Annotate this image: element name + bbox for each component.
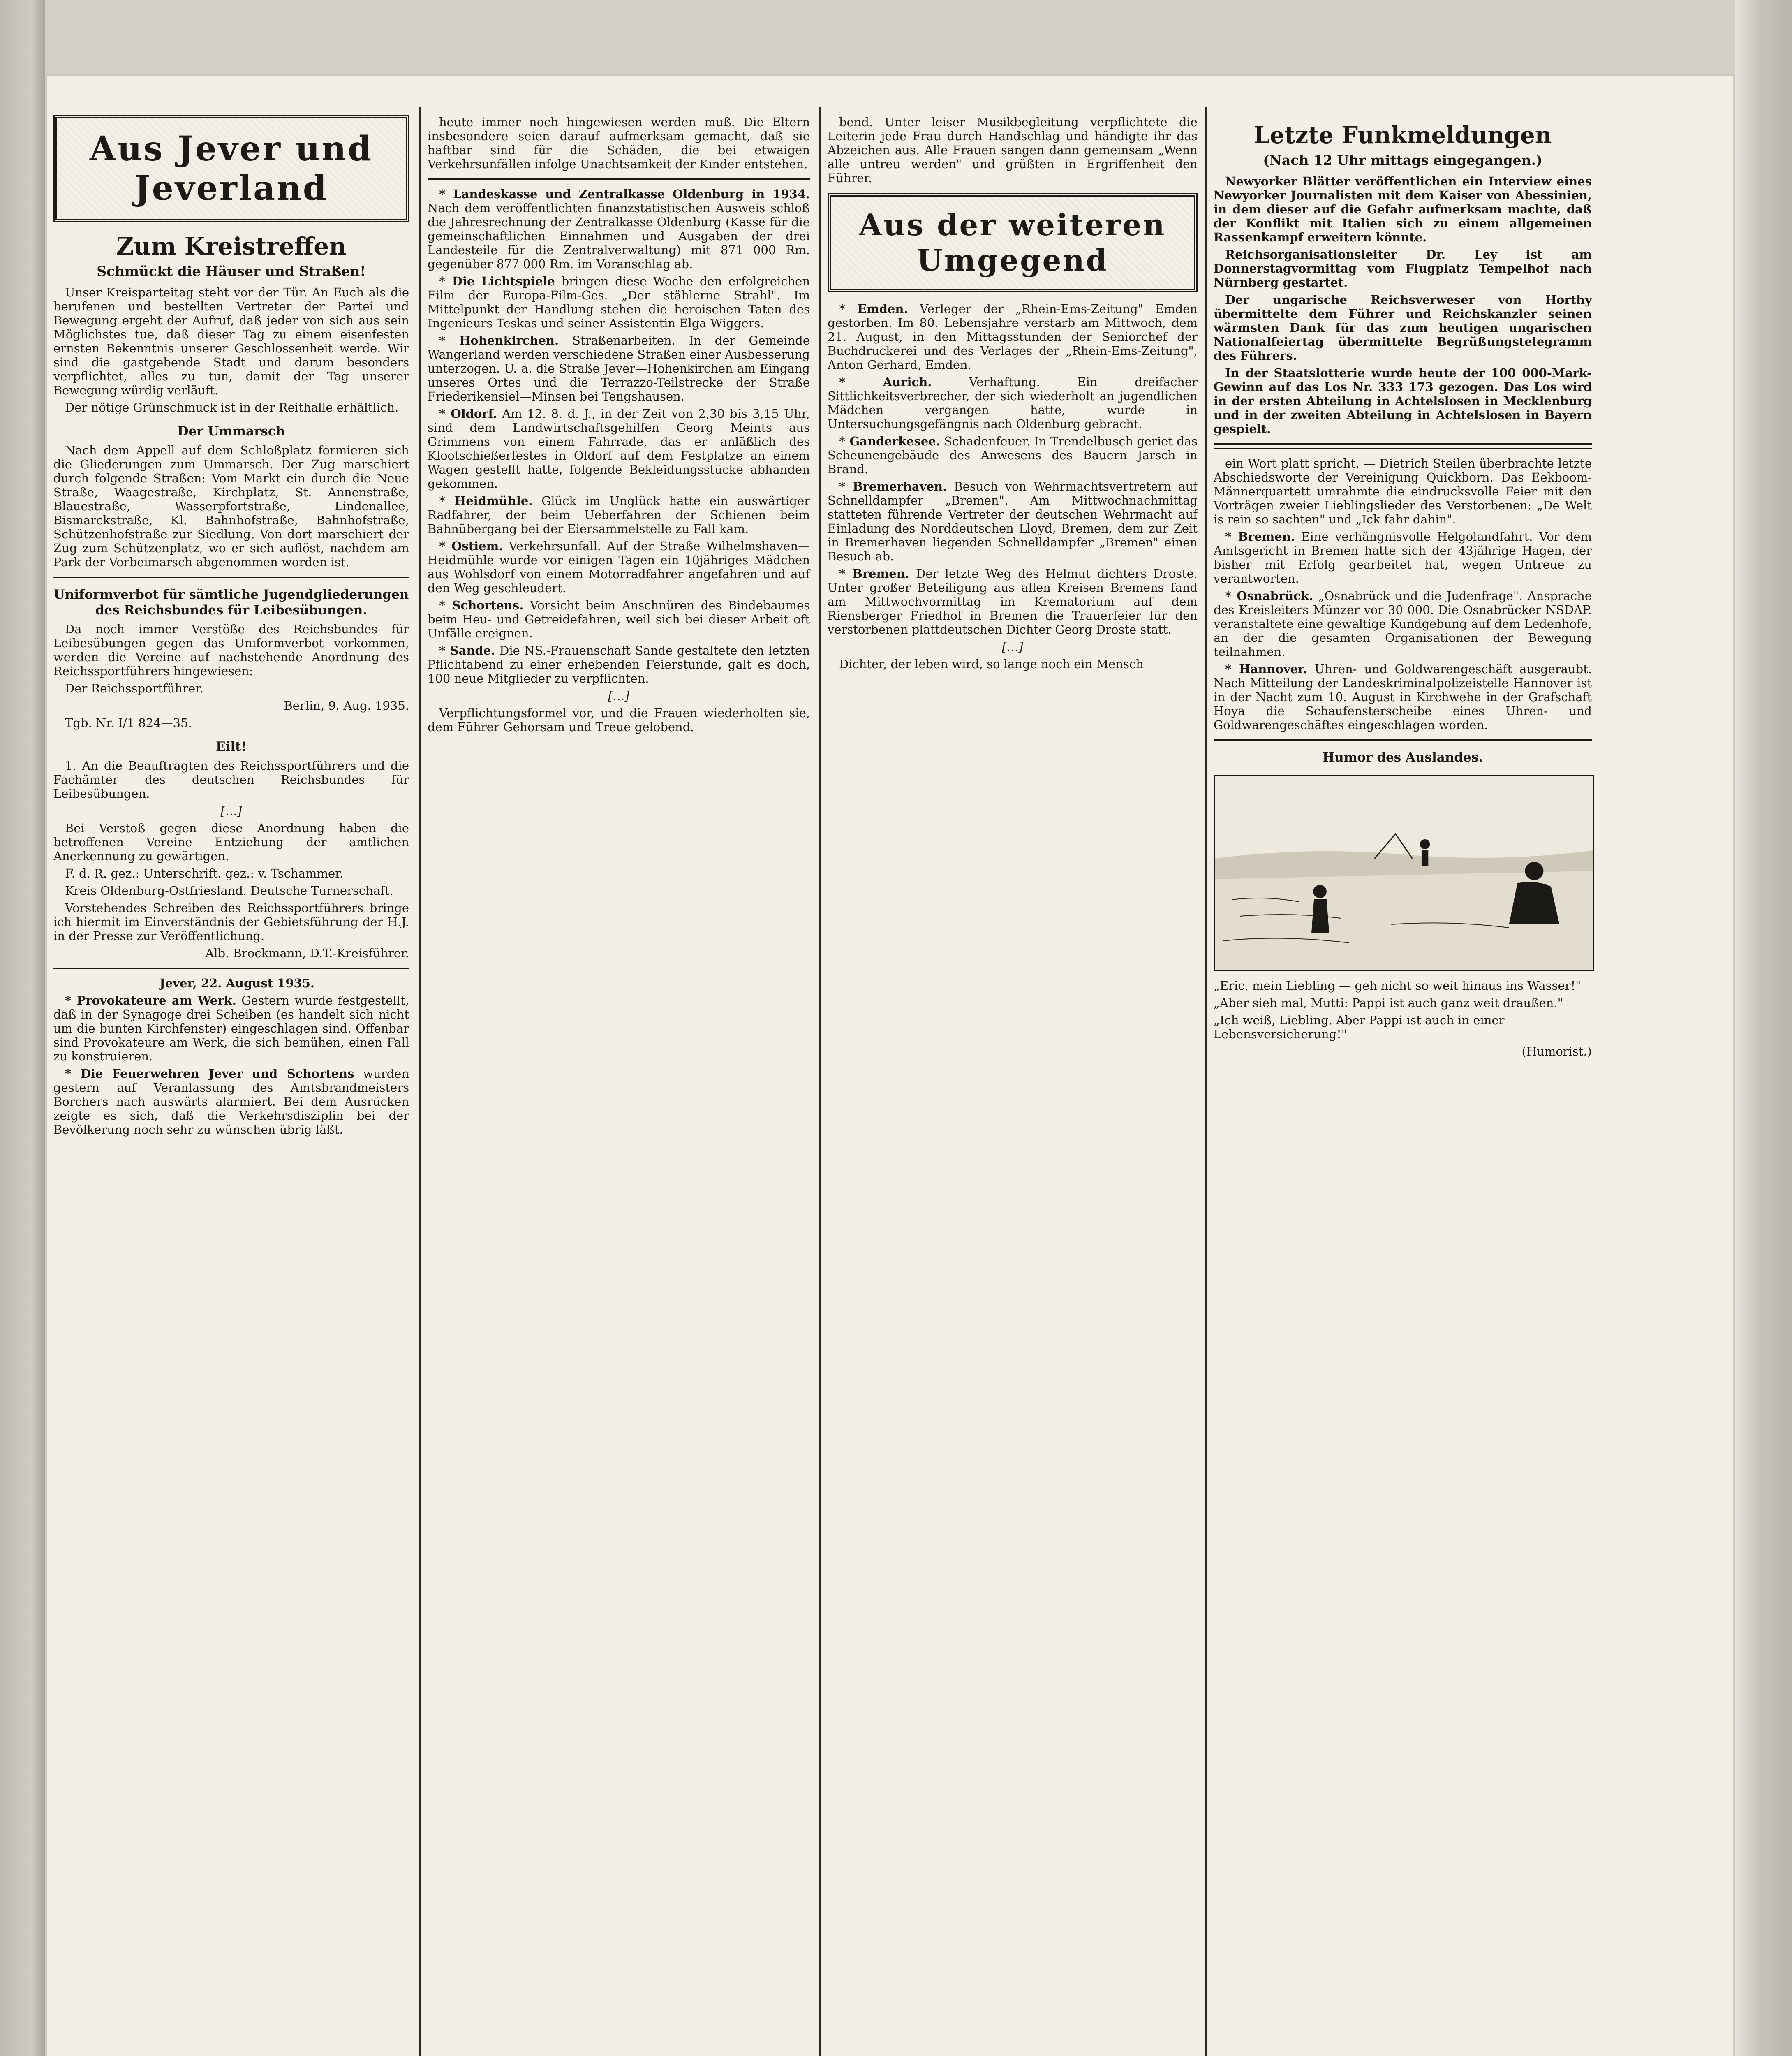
article-title: Uniformverbot für sämtliche Jugendgliederungen des Reichsbundes für Leibesübungen.	[53, 587, 409, 618]
reference-number: Tgb. Nr. I/1 824—35.	[65, 716, 192, 730]
divider	[1214, 443, 1592, 449]
cartoon-credit: (Humorist.)	[1521, 1044, 1592, 1058]
cartoon-caption: „Ich weiß, Liebling. Aber Pappi ist auch in einer Lebensversicherung!"	[1214, 1013, 1505, 1041]
item-body: Verhaftung. Ein dreifacher Sittlichkeitsverbrecher, der sich wiederholt an jugendlichen Mädchen vergangen hatte, wurde in Untersuchungsgefängnis nach Oldenburg gebracht.	[828, 375, 1198, 431]
item-lead: * Emden.	[839, 302, 908, 316]
dateline: Berlin, 9. Aug. 1935.	[284, 699, 409, 713]
item-body: Am 12. 8. d. J., in der Zeit von 2,30 bis 3,15 Uhr, sind dem Landwirtschaftsgehilfen Georg Meints aus Grimmens von einem Fahrrade, das er anläßlich des Klootschießerfestes in Oldorf auf dem Festplatze an einem Wagen gestellt hatte, folgende Bekleidungsstücke abhanden gekommen.	[428, 407, 810, 491]
item-lead: * Bremen.	[1225, 530, 1295, 544]
cartoon-caption: „Eric, mein Liebling — geh nicht so weit hinaus ins Wasser!"	[1214, 979, 1581, 993]
item-lead: * Die Feuerwehren Jever und Schortens	[65, 1067, 354, 1081]
page-fold-shadow	[1735, 0, 1792, 2056]
item-body: Verkehrsunfall. Auf der Straße Wilhelmshaven—Heidmühle wurde vor einigen Tagen ein 10jähriges Mädchen aus Wohlsdorf von einem Motorradfahrer angefahren und auf den Weg geschleudert.	[428, 539, 810, 595]
item-lead: * Ostiem.	[439, 539, 503, 553]
previous-page-edge	[0, 0, 45, 2056]
divider	[53, 968, 409, 969]
item-lead: * Hannover.	[1225, 662, 1307, 676]
item-lead: * Bremerhaven.	[839, 479, 947, 493]
sender-line: Der Reichssportführer.	[65, 681, 203, 695]
urgent-label: Eilt!	[215, 739, 247, 754]
article-body: Bei Verstoß gegen diese Anordnung haben die betroffenen Vereine Entziehung der amtlichen Anerkennung zu gewärtigen.	[53, 821, 409, 863]
item-lead: * Aurich.	[839, 375, 932, 389]
article-body: ein Wort platt spricht. — Dietrich Steilen überbrachte letzte Abschiedsworte der Vereinigung Quickborn. Das Eekboom-Männerquartett umrahmte die eindrucksvolle Feier mit den Vorträgen zweier Lieblingslieder des Verstorbenen: „De Welt is rein so sachten" und „Ick fahr dahin".	[1214, 456, 1592, 526]
news-flash: Der ungarische Reichsverweser von Horthy übermittelte dem Führer und Reichskanzler seinen wärmsten Dank für das zum heutigen ungarischen Nationalfeiertag übermittelte Begrüßungstelegramm des Führers.	[1214, 293, 1592, 363]
signature-line: Alb. Brockmann, D.T.-Kreisführer.	[205, 946, 409, 960]
beach-cartoon-illustration	[1214, 775, 1594, 971]
item-lead: * Sande.	[439, 644, 495, 658]
column-rule	[1205, 107, 1207, 2056]
item-lead: * Oldorf.	[439, 407, 497, 421]
article-body: 1. An die Beauftragten des Reichssportführers und die Fachämter des deutschen Reichsbundes für Leibesübungen.	[53, 759, 409, 801]
item-lead: * Schortens.	[439, 598, 524, 612]
item-lead: * Hohenkirchen.	[439, 333, 559, 347]
article-body: Vorstehendes Schreiben des Reichssportführers bringe ich hiermit im Einverständnis der Gebietsführung der H.J. in der Presse zur Veröffentlichung.	[53, 901, 409, 943]
section-heading-umgegend: Aus der weiteren Umgegend	[828, 193, 1198, 292]
section-heading-funkmeldungen: Letzte Funkmeldungen	[1253, 122, 1552, 149]
omission-marker: […]	[1002, 640, 1023, 654]
item-lead: * Landeskasse und Zentralkasse Oldenburg in 1934.	[439, 187, 810, 201]
item-body: Nach dem veröffentlichten finanzstatistischen Ausweis schloß die Jahresrechnung der Zentralkasse Oldenburg (Kasse für die gemeinschaftlichen Einnahmen und Ausgaben der drei Landesteile für die Zentralverwaltung) mit 871 000 Rm. gegenüber 877 000 Rm. im Voranschlag ab.	[428, 201, 810, 271]
article-body: Da noch immer Verstöße des Reichsbundes für Leibesübungen gegen das Uniformverbot vorkommen, werden die Vereine auf nachstehende Anordnung des Reichssportführers hingewiesen:	[53, 622, 409, 678]
item-body: Glück im Unglück hatte ein auswärtiger Radfahrer, der beim Ueberfahren der Schienen beim Bahnübergang bei der Eiersammelstelle zu Fall kam.	[428, 494, 810, 536]
item-lead: * Ganderkesee.	[839, 434, 940, 448]
item-body: „Osnabrück und die Judenfrage". Ansprache des Kreisleiters Münzer vor 30 000. Die Osnabrücker NSDAP. veranstaltete eine gewaltige Kundgebung auf dem Ledenhofe, an der die gesamten Organisationen der Bewegung teilnahmen.	[1214, 589, 1592, 659]
section-heading-jever: Aus Jever und Jeverland	[53, 115, 409, 222]
cartoon-caption: „Aber sieh mal, Mutti: Pappi ist auch ganz weit draußen."	[1214, 996, 1563, 1010]
cartoon-title: Humor des Auslandes.	[1322, 750, 1483, 765]
item-body: Besuch von Wehrmachtsvertretern auf Schnelldampfer „Bremen". Am Mittwochnachmittag statteten führende Vertreter der deutschen Wehrmacht auf Einladung des Norddeutschen Lloyd, Bremen, dem zur Zeit in Bremerhaven liegenden Schnelldampfer „Bremen" einen Besuch ab.	[828, 479, 1198, 563]
news-flash: In der Staatslotterie wurde heute der 100 000-Mark-Gewinn auf das Los Nr. 333 173 gezogen. Das Los wird in der ersten Abteilung in Achtelslosen in Mecklenburg und in der zweiten Abteilung in Achtelslosen in Bayern gespielt.	[1214, 366, 1592, 436]
column-3	[828, 115, 1198, 674]
column-2	[428, 115, 810, 737]
item-lead: * Bremen.	[839, 567, 909, 581]
item-body: Uhren- und Goldwarengeschäft ausgeraubt. Nach Mitteilung der Landeskriminalpolizeistelle Hannover ist in der Nacht zum 10. August in Kirchwehe in der Grafschaft Hoya die Schaufensterscheibe eines Uhren- und Goldwarengeschäftes eingeschlagen worden.	[1214, 662, 1592, 732]
column-1	[53, 115, 409, 1140]
column-4	[1214, 115, 1592, 1062]
item-lead: * Heidmühle.	[439, 494, 533, 508]
article-body: Der nötige Grünschmuck ist in der Reithalle erhältlich.	[65, 401, 399, 414]
section-subheading: (Nach 12 Uhr mittags eingegangen.)	[1263, 152, 1542, 168]
divider	[53, 577, 409, 578]
article-body: bend. Unter leiser Musikbegleitung verpflichtete die Leiterin jede Frau durch Handschlag und händigte ihr das Abzeichen aus. Alle Frauen sangen dann gemeinsam „Wenn alle untreu werden" und grüßten in Ergriffenheit den Führer.	[828, 115, 1198, 185]
column-rule	[819, 107, 821, 2056]
item-body: Schadenfeuer. In Trendelbusch geriet das Scheunengebäude des Anwesens des Bauern Jarsch in Brand.	[828, 434, 1198, 476]
item-body: bringen diese Woche den erfolgreichen Film der Europa-Film-Ges. „Der stählerne Strahl". Im Mittelpunkt der Handlung stehen die heroischen Taten des Ingenieurs Teskas und seiner Assistentin Elga Wiggers.	[428, 274, 810, 330]
signature-line: F. d. R. gez.: Unterschrift. gez.: v. Tschammer.	[65, 866, 344, 880]
item-lead: * Provokateure am Werk.	[65, 993, 236, 1007]
district-line: Kreis Oldenburg-Ostfriesland. Deutsche Turnerschaft.	[65, 884, 393, 898]
item-body: Eine verhängnisvolle Helgolandfahrt. Vor dem Amtsgericht in Bremen hatte sich der 43jährige Hagen, der bisher mit Erfolg gearbeitet hat, wegen Untreue zu verantworten.	[1214, 530, 1592, 586]
article-body: Verpflichtungsformel vor, und die Frauen wiederholten sie, dem Führer Gehorsam und Treue gelobend.	[428, 706, 810, 734]
item-lead: * Die Lichtspiele	[439, 274, 555, 288]
divider	[1214, 739, 1592, 741]
item-body: Die NS.-Frauenschaft Sande gestaltete den letzten Pflichtabend zu einer erhebenden Feierstunde, galt es doch, 100 neue Mitglieder zu verpflichten.	[428, 644, 810, 685]
article-title: Der Ummarsch	[177, 424, 285, 439]
article-subtitle: Schmückt die Häuser und Straßen!	[97, 263, 366, 279]
item-body: Straßenarbeiten. In der Gemeinde Wangerland werden verschiedene Straßen einer Ausbesserung unterzogen. U. a. die Straße Jever—Hohenkirchen am Eingang unseres Ortes und die Terrazzo-Teilstrecke der Straße Friederikensiel—Minsen bei Tengshausen.	[428, 333, 810, 403]
dateline: Jever, 22. August 1935.	[160, 976, 314, 990]
news-flash: Reichsorganisationsleiter Dr. Ley ist am Donnerstagvormittag vom Flugplatz Tempelhof nach Nürnberg gestartet.	[1214, 248, 1592, 289]
article-body: Nach dem Appell auf dem Schloßplatz formieren sich die Gliederungen zum Ummarsch. Der Zug marschiert durch folgende Straßen: Vom Markt ein durch die Neue Straße, Waagestraße, Kirchplatz, St. Annenstraße, Blauestraße, Wasserpfortstraße, Lindenallee, Bismarckstraße, Kl. Bahnhofstraße, Bahnhofstraße, Schützenhofstraße zur Siedlung. Von dort marschiert der Zug zum Schützenplatz, wo er sich auflöst, nachdem am Park der Vorbeimarsch abgenommen worden ist.	[53, 443, 409, 569]
item-lead: * Osnabrück.	[1225, 589, 1313, 603]
item-body: Vorsicht beim Anschnüren des Bindebaumes beim Heu- und Getreidefahren, weil sich bei dieser Arbeit oft Unfälle ereignen.	[428, 598, 810, 640]
divider	[428, 178, 810, 180]
item-body: Gestern wurde festgestellt, daß in der Synagoge drei Scheiben (es handelt sich nicht um die bunten Kirchfenster) eingeschlagen sind. Offenbar sind Provokateure am Werk, die sich bemühen, einen Fall zu konstruieren.	[53, 993, 409, 1063]
article-body: heute immer noch hingewiesen werden muß. Die Eltern insbesondere seien darauf aufmerksam gemacht, daß sie haftbar sind für die Schäden, die bei etwaigen Verkehrsunfällen infolge Unachtsamkeit der Kinder entstehen.	[428, 115, 810, 171]
item-body: wurden gestern auf Veranlassung des Amtsbrandmeisters Borchers nach auswärts alarmiert. Bei dem Ausrücken zeigte es sich, daß die Verkehrsdisziplin bei der Bevölkerung noch sehr zu wünschen übrig läßt.	[53, 1067, 409, 1137]
article-body: Dichter, der leben wird, so lange noch ein Mensch	[839, 657, 1144, 671]
article-body: Unser Kreisparteitag steht vor der Tür. An Euch als die berufenen und bestellten Vertreter der Partei und Bewegung ergeht der Aufruf, daß jeder von sich aus sein Möglichstes tue, daß dieser Tag zu einem eisenfesten ernsten Bekenntnis unserer Geschlossenheit werde. Wir sind die gastgebende Stadt und darum besonders verpflichtet, alles zu tun, damit der Tag unserer Bewegung würdig verläuft.	[53, 285, 409, 397]
column-rule	[419, 107, 421, 2056]
news-flash: Newyorker Blätter veröffentlichen ein Interview eines Newyorker Journalisten mit dem Kaiser von Abessinien, in dem dieser auf die Gefahr aufmerksam machte, daß der Konflikt mit Italien sich zu einem allgemeinen Rassenkampf erweitern könnte.	[1214, 174, 1592, 244]
omission-marker: […]	[608, 689, 629, 703]
omission-marker: […]	[220, 804, 242, 818]
article-title: Zum Kreistreffen	[116, 232, 347, 260]
item-body: Verleger der „Rhein-Ems-Zeitung" Emden gestorben. Im 80. Lebensjahre verstarb am Mittwoch, dem 21. August, in den Mittagsstunden der Seniorchef der Buchdruckerei und des Verlages der „Rhein-Ems-Zeitung", Anton Gerhard, Emden.	[828, 302, 1198, 372]
item-body: Der letzte Weg des Helmut dichters Droste. Unter großer Beteiligung aus allen Kreisen Bremens fand am Mittwochvormittag im Krematorium auf dem Riensberger Friedhof in Bremen die Trauerfeier für den verstorbenen plattdeutschen Dichter Georg Droste statt.	[828, 567, 1198, 637]
